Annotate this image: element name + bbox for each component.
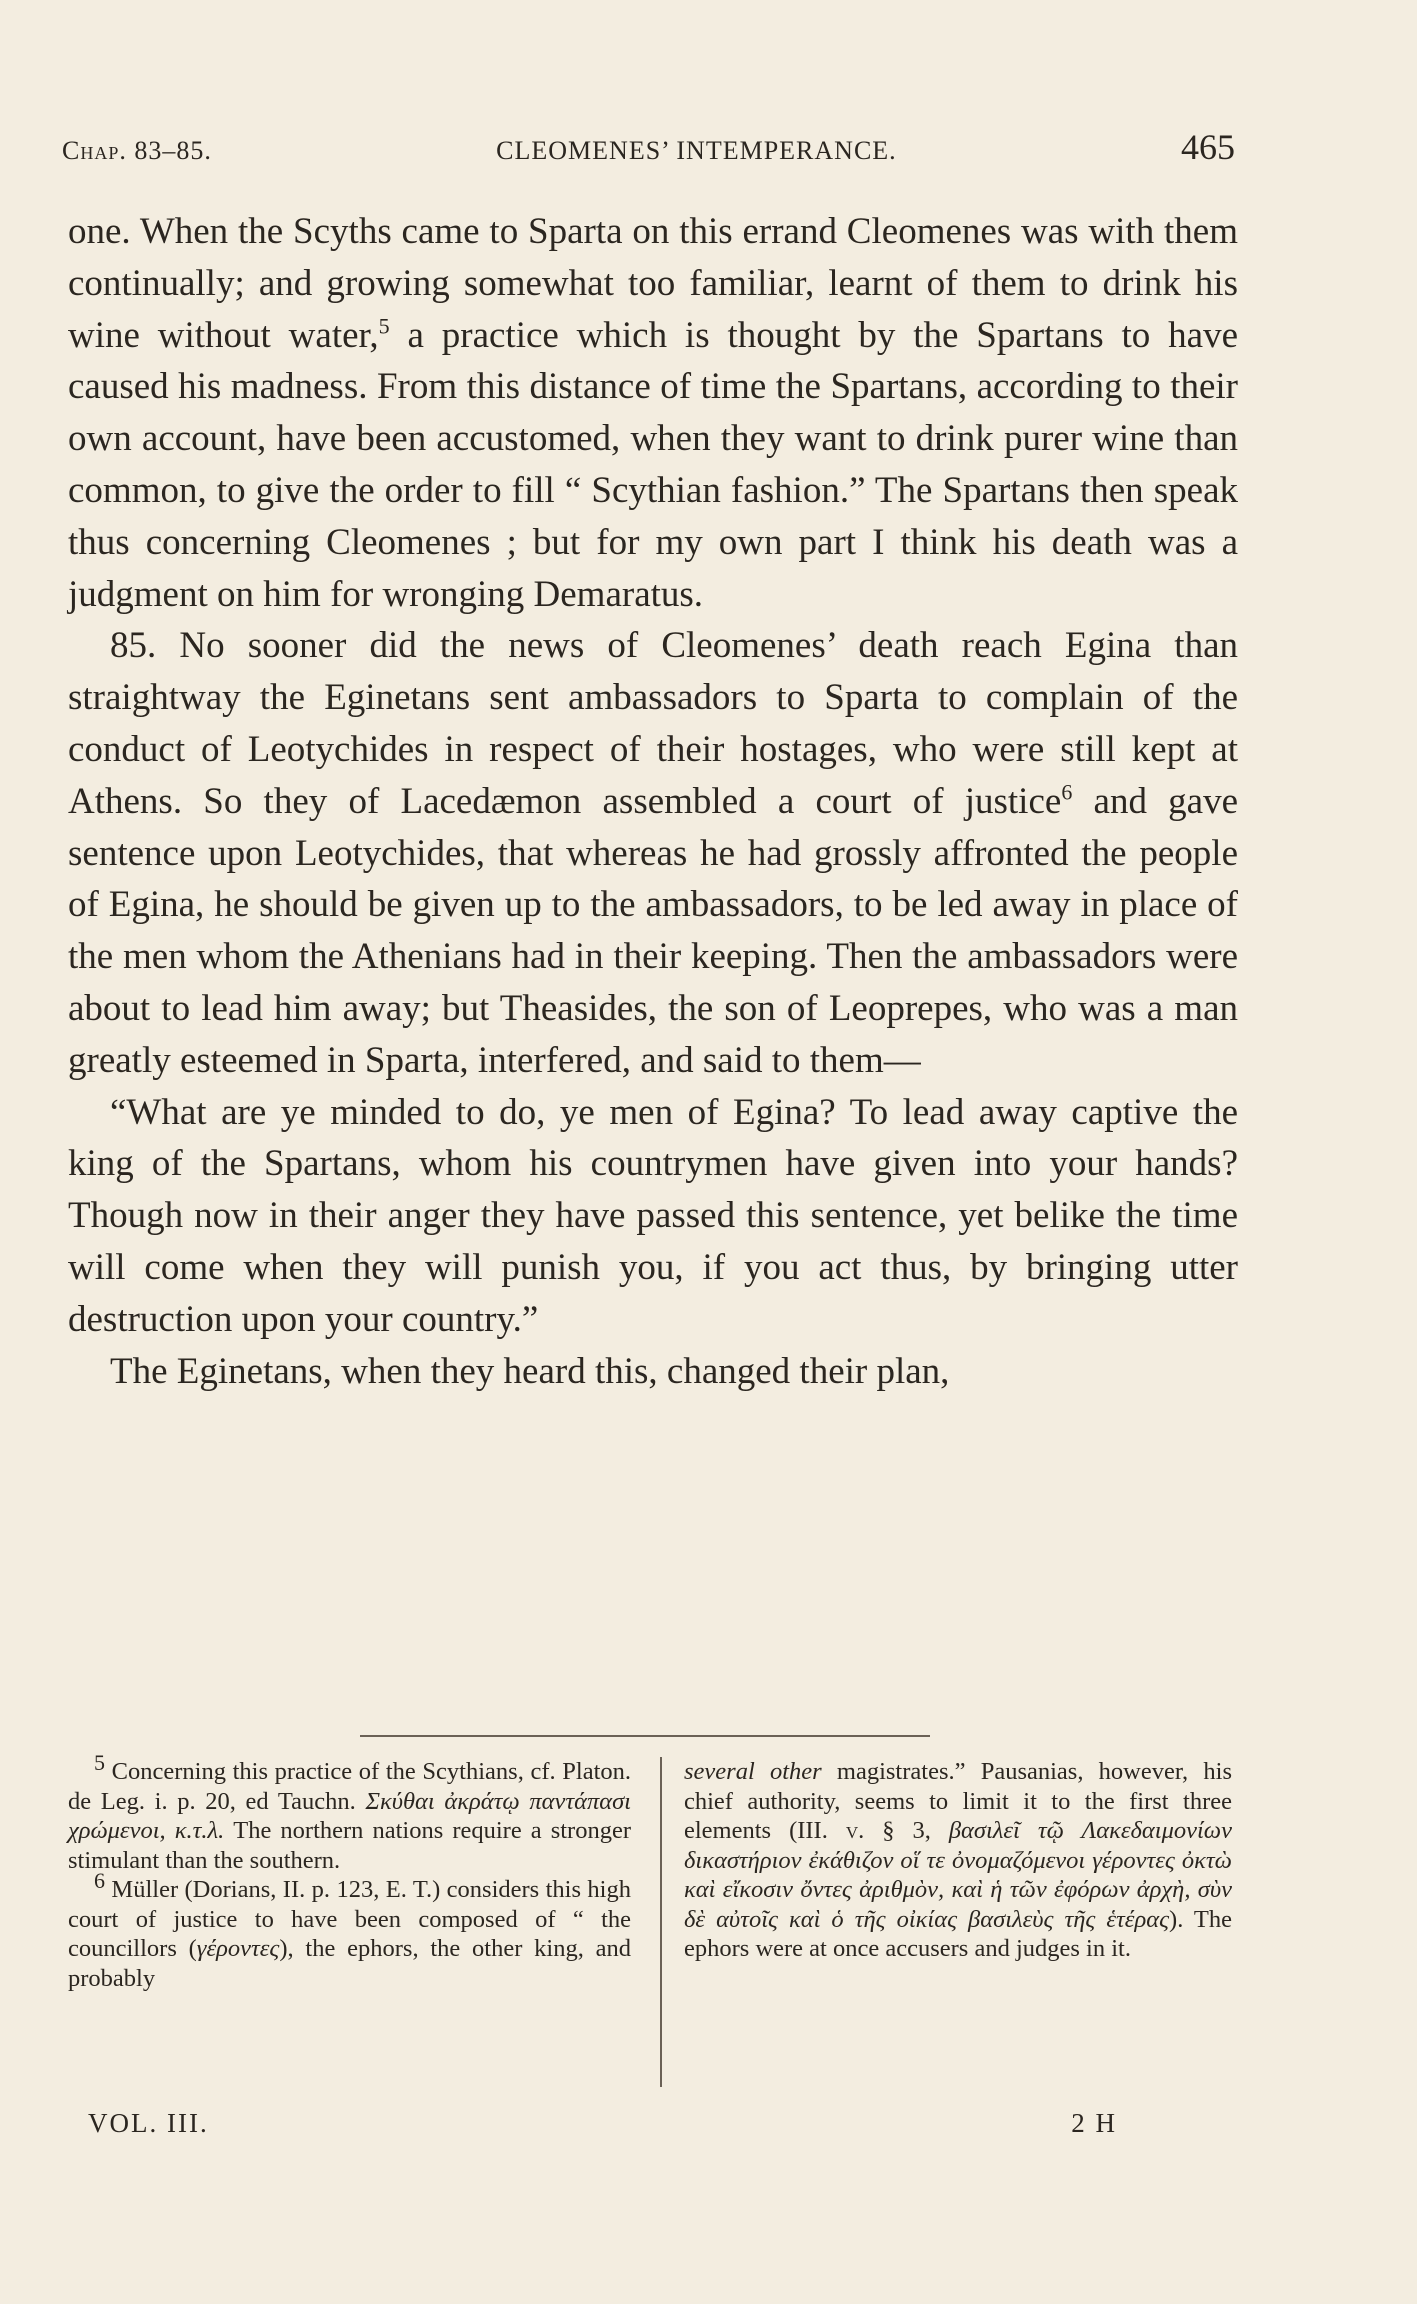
paragraph-text: one. When the Scyths came to Sparta on this errand Cleomenes was with them continually; and growing somewhat too familiar, learnt of them to drink his wine without water, (68, 211, 1238, 356)
footnote-text: magistrates.” Pausanias, however, his chief authority, seems to limit it to the first three elements ( (684, 1758, 1232, 1844)
footnote-column-right (684, 1757, 1232, 1964)
footnote-5 (68, 1749, 631, 1875)
footnotes (68, 1749, 1238, 2107)
book-ref: III. v. (797, 1817, 865, 1844)
column-divider (660, 1757, 662, 2087)
signature-mark: 2 H (1071, 2108, 1117, 2138)
volume-ref: II. (282, 1876, 306, 1903)
greek-quote: Σκύθαι ἀκράτῳ παντάπασι χρώμενοι, κ.τ.λ. (68, 1787, 631, 1844)
page-number: 465 (1181, 127, 1235, 167)
paragraph (68, 620, 1238, 1086)
footnote-text: Concerning this practice of the Scythians, cf. Platon. de Leg. i. p. 20, ed Tauchn. (68, 1758, 631, 1815)
paragraph: “What are ye minded to do, ye men of Egina? To lead away captive the king of the Spartans, whom his countrymen have given into your hands? Though now in their anger they have passed this sentence, yet belike the time will come when they will punish you, if you act thus, by bringing utter destruction upon your country.” (68, 1091, 1238, 1340)
running-head (62, 126, 1235, 172)
running-title: CLEOMENES’ INTEMPERANCE. (496, 136, 897, 165)
footnote-mark: 5 (94, 1749, 105, 1775)
main-text (68, 206, 1238, 1397)
footnote-ref-5: 5 (378, 313, 390, 339)
paragraph-text: 85. No sooner did the news of Cleomenes’ death reach Egina than straightway the Eginetans sent ambassadors to Sparta to complain of the conduct of Leotychides in respect of their hostages, who were still kept at Athens. So they of Lacedæmon assembled a court of justice (68, 625, 1238, 822)
footnote-column-left (68, 1749, 631, 1993)
footnote-6 (68, 1867, 631, 1993)
greek-quote: βασιλεῖ τῷ Λακεδαιμονίων δικαστήριον ἐκάθιζον οἵ τε ὀνομαζόμενοι γέροντες ὀκτὼ καὶ εἴκοσιν ὄντες ἀριθμὸν, καὶ ἡ τῶν ἐφόρων ἀρχὴ, σὺν δὲ αὐτοῖς καὶ ὁ τῆς οἰκίας βασιλεὺς τῆς ἑτέρας (684, 1817, 1232, 1933)
footnote-text: Müller (Dorians, (105, 1876, 283, 1903)
signature-line (88, 2108, 1117, 2140)
footnote-6-continued (684, 1757, 1232, 1964)
footnote-rule (360, 1735, 930, 1737)
footnote-text: p. 123, E. T.) considers this high court of justice to have been composed of “ the councillors ( (68, 1876, 631, 1962)
volume-label: VOL. III. (88, 2108, 209, 2138)
footnote-text: The northern nations require a stronger stimulant than the southern. (68, 1817, 631, 1874)
footnote-text: ). The ephors were at once accusers and judges in it. (684, 1905, 1232, 1962)
footnote-text: ), the ephors, the other king, and probably (68, 1935, 631, 1992)
paragraph-text: and gave sentence upon Leotychides, that whereas he had grossly affronted the people of Egina, he should be given up to the ambassadors, to be led away in place of the men whom the Athenians had in their keeping. Then the ambassadors were about to lead him away; but Theasides, the son of Leoprepes, who was a man greatly esteemed in Sparta, interfered, and said to them— (68, 780, 1238, 1081)
paragraph-text: a practice which is thought by the Spartans to have caused his madness. From this distance of time the Spartans, according to their own account, have been accustomed, when they want to drink purer wine than common, to give the order to fill “ Scythian fashion.” The Spartans then speak thus concerning Cleomenes ; but for my own part I think his death was a judgment on him for wronging Demaratus. (68, 314, 1239, 615)
chapter-reference: Chap. 83–85. (62, 136, 212, 165)
footnote-text: § 3, (864, 1817, 949, 1844)
greek-word: γέροντες (196, 1935, 280, 1962)
footnote-mark: 6 (94, 1867, 105, 1893)
paragraph (68, 206, 1238, 620)
paragraph: The Eginetans, when they heard this, changed their plan, (110, 1350, 950, 1392)
emphasis: several other (684, 1758, 822, 1785)
footnote-ref-6: 6 (1061, 779, 1073, 805)
